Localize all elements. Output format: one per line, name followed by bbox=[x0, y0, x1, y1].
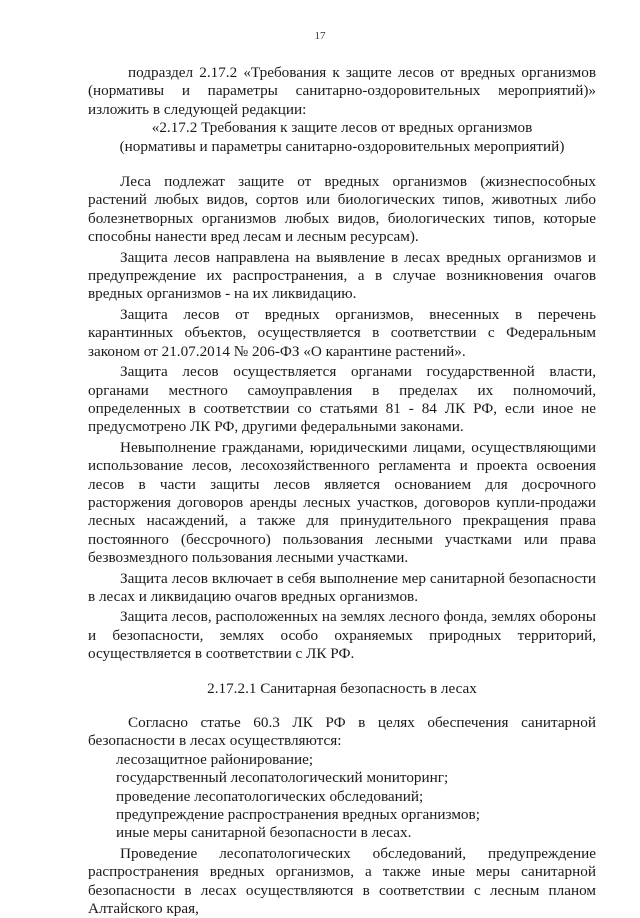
paragraph-2: Защита лесов направлена на выявление в лесах вредных организмов и предупреждение их распространения, а в случае возникновения очагов вредных организмов - на их ликвидацию. bbox=[88, 248, 596, 303]
measures-list bbox=[88, 751, 596, 843]
closing-paragraph: Проведение лесопатологических обследований, предупреждение распространения вредных организмов, а также иные меры санитарной безопасности в лесах осуществляются в соответствии с лесным планом Алтайского края, bbox=[88, 844, 596, 918]
paragraph-7: Защита лесов, расположенных на землях лесного фонда, землях обороны и безопасности, землях особо охраняемых природных территорий, осуществляется в соответствии с ЛК РФ. bbox=[88, 608, 596, 663]
paragraph-6: Защита лесов включает в себя выполнение мер санитарной безопасности в лесах и ликвидацию очагов вредных организмов. bbox=[88, 569, 596, 605]
page-number: 17 bbox=[314, 30, 326, 42]
section-title-line-2: (нормативы и параметры санитарно-оздоровительных мероприятий) bbox=[119, 137, 565, 155]
list-item: предупреждение распространения вредных организмов; bbox=[116, 806, 480, 824]
paragraph-1: Леса подлежат защите от вредных организмов (жизнеспособных растений любых видов, сортов или биологических типов, животных либо болезнетворных организмов любых видов, биологических типов, которые способны нанести вред лесам и лесным ресурсам). bbox=[88, 173, 596, 246]
list-item: лесозащитное районирование; bbox=[116, 750, 314, 768]
document-body bbox=[88, 64, 596, 918]
list-item: государственный лесопатологический мониторинг; bbox=[116, 769, 449, 787]
paragraph-4: Защита лесов осуществляется органами государственной власти, органами местного самоуправления в пределах их полномочий, определенных в соответствии со статьями 81 - 84 ЛК РФ, если иное не предусмотрено ЛК РФ, другими федеральными законами. bbox=[88, 363, 596, 436]
paragraph-3: Защита лесов от вредных организмов, внесенных в перечень карантинных объектов, осуществляется в соответствии с Федеральным законом от 21.07.2014 № 206-ФЗ «О карантине растений». bbox=[88, 305, 596, 360]
list-item: проведение лесопатологических обследований; bbox=[116, 787, 424, 805]
subsection-title: 2.17.2.1 Санитарная безопасность в лесах bbox=[207, 679, 477, 697]
intro-paragraph: подраздел 2.17.2 «Требования к защите лесов от вредных организмов (нормативы и параметры санитарно-оздоровительных мероприятий)» изложить в следующей редакции: bbox=[88, 64, 596, 118]
paragraph-5: Невыполнение гражданами, юридическими лицами, осуществляющими использование лесов, лесохозяйственного регламента и проекта освоения лесов в части защиты лесов является основанием для досрочного расторжения договоров аренды лесных участков, договоров купли-продажи лесных насаждений, а также для принудительного прекращения права постоянного (бессрочного) пользования лесными участками или права безвозмездного пользования лесными участками. bbox=[88, 438, 596, 567]
section-title bbox=[88, 119, 596, 156]
list-item: иные меры санитарной безопасности в лесах. bbox=[116, 824, 412, 842]
subsection-intro: Согласно статье 60.3 ЛК РФ в целях обеспечения санитарной безопасности в лесах осуществляются: bbox=[88, 714, 596, 750]
section-title-line-1: «2.17.2 Требования к защите лесов от вредных организмов bbox=[151, 119, 533, 137]
